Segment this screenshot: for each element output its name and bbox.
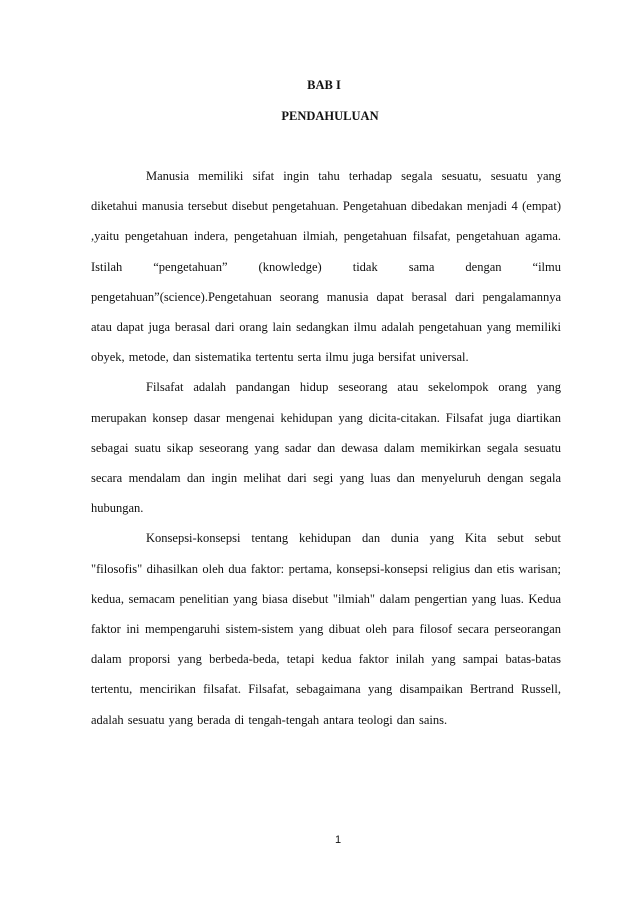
paragraph: Konsepsi-konsepsi tentang kehidupan dan dunia yang Kita sebut sebut "filosofis" dihasilkan oleh dua faktor: pertama, konsepsi-konsepsi religius dan etis warisan; kedua, semacam penelitian yang biasa disebut "ilmiah" dalam pengertian yang luas. Kedua faktor ini mempengaruhi sistem-sistem yang dibuat oleh para filosof secara perseorangan dalam proporsi yang berbeda-beda, tetapi kedua faktor inilah yang sampai batas-batas tertentu, mencirikan filsafat. Filsafat, sebagaimana yang disampaikan Bertrand Russell, adalah sesuatu yang berada di tengah-tengah antara teologi dan sains.	[91, 531, 561, 727]
paragraph: Filsafat adalah pandangan hidup seseorang atau sekelompok orang yang merupakan konsep dasar mengenai kehidupan yang dicita-citakan. Filsafat juga diartikan sebagai suatu sikap seseorang yang sadar dan dewasa dalam memikirkan segala sesuatu secara mendalam dan ingin melihat dari segi yang luas dan menyeluruh dengan segala hubungan.	[91, 380, 561, 516]
body-text	[91, 161, 561, 735]
paragraph: Manusia memiliki sifat ingin tahu terhadap segala sesuatu, sesuatu yang diketahui manusia tersebut disebut pengetahuan. Pengetahuan dibedakan menjadi 4 (empat) ,yaitu pengetahuan indera, pengetahuan ilmiah, pengetahuan filsafat, pengetahuan agama. Istilah “pengetahuan” (knowledge) tidak sama dengan “ilmu pengetahuan”(science).Pengetahuan seorang manusia dapat berasal dari pengalamannya atau dapat juga berasal dari orang lain sedangkan ilmu adalah pengetahuan yang memiliki obyek, metode, dan sistematika tertentu serta ilmu juga bersifat universal.	[91, 169, 561, 365]
chapter-number: BAB I	[307, 78, 341, 92]
chapter-title: PENDAHULUAN	[281, 109, 379, 123]
page-number: 1	[334, 834, 342, 846]
